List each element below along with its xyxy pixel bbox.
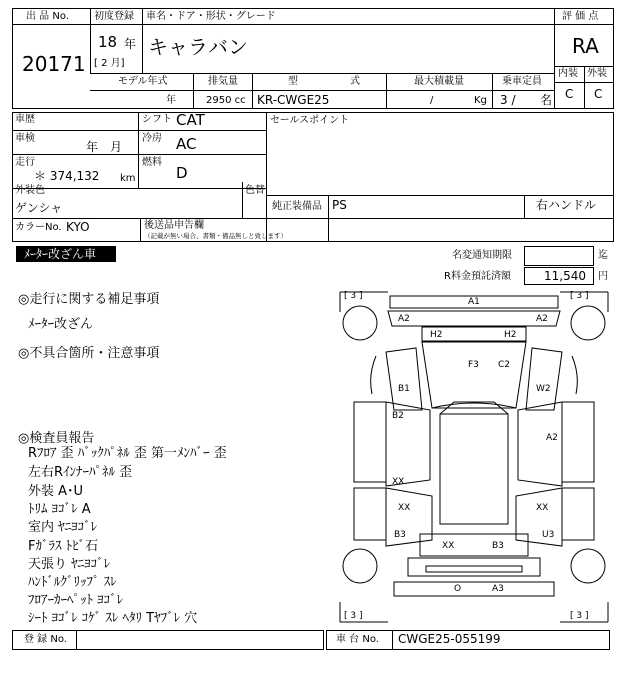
inspector-line: 天張り ﾔﾆﾖｺﾞﾚ xyxy=(28,557,111,572)
corner-label: [ 3 ] xyxy=(344,291,363,301)
first-reg-year: 18 xyxy=(98,33,118,51)
declaration-note: （記載が無い場合、書類・備品無しと致します） xyxy=(144,232,287,240)
defects-title: ◎不具合箇所・注意事項 xyxy=(18,346,160,361)
interior-grade: C xyxy=(565,87,574,101)
options-value: PS xyxy=(332,198,347,212)
corner-label: [ 3 ] xyxy=(344,611,363,621)
damage-mark: XX xyxy=(392,477,405,487)
damage-mark: O xyxy=(454,584,462,594)
damage-mark: W2 xyxy=(536,384,551,394)
interior-label: 内装 xyxy=(558,68,578,79)
chassis-label: 車 台 No. xyxy=(336,634,379,645)
lot-label: 出 品 No. xyxy=(26,11,69,22)
grade-value: RA xyxy=(572,34,599,58)
first-reg-label: 初度登録 xyxy=(94,11,134,22)
inspector-line: ﾊﾝﾄﾞﾙｸﾞﾘｯﾌﾟ ｽﾚ xyxy=(28,575,117,590)
damage-mark: A2 xyxy=(398,314,410,324)
exterior-grade: C xyxy=(594,87,603,101)
inspector-line: Rﾌﾛｱ 歪 ﾊﾞｯｸﾊﾟﾈﾙ 歪 第一ﾒﾝﾊﾞｰ 歪 xyxy=(28,446,227,461)
damage-mark: C2 xyxy=(498,360,511,370)
recycle-value: 11,540 xyxy=(544,269,586,283)
inspector-line: 外装 A･U xyxy=(28,484,84,499)
recycle-label: R料金預託済額 xyxy=(444,271,511,282)
declaration-label: 後送品申告欄 xyxy=(144,220,204,231)
damage-mark: A2 xyxy=(546,433,558,443)
color-change-label: 色替 xyxy=(245,185,265,196)
name-change-unit: 迄 xyxy=(598,250,608,261)
ac-label: 冷房 xyxy=(142,133,162,144)
shift-value: CAT xyxy=(176,111,205,129)
name-change-label: 名変通知期限 xyxy=(452,250,512,261)
registration-label: 登 録 No. xyxy=(24,634,67,645)
sales-point-label: セールスポイント xyxy=(270,115,350,126)
color-no-value: KYO xyxy=(66,220,90,234)
steering-value: 右ハンドル xyxy=(536,198,597,212)
mileage-label: 走行 xyxy=(15,157,35,168)
damage-mark: F3 xyxy=(468,360,479,370)
mileage-unit: km xyxy=(120,173,136,184)
grade-label: 評 価 点 xyxy=(562,11,599,22)
type-label-2: 式 xyxy=(350,76,360,87)
fuel-label: 燃料 xyxy=(142,157,162,168)
inspector-line: ﾄﾘﾑ ﾖｺﾞﾚ A xyxy=(28,502,91,517)
inspector-title: ◎検査員報告 xyxy=(18,431,95,446)
damage-mark: H2 xyxy=(430,330,443,340)
damage-mark: B3 xyxy=(394,530,406,540)
damage-mark: A2 xyxy=(536,314,548,324)
max-load-slash: / xyxy=(430,95,434,106)
exterior-color-value: ゲンシャ xyxy=(15,201,63,215)
recycle-unit: 円 xyxy=(598,271,608,282)
inspector-line: ﾌﾛｱｰｶｰﾍﾟｯﾄ ﾖｺﾞﾚ xyxy=(28,593,124,608)
options-label: 純正装備品 xyxy=(272,201,322,212)
tamper-badge-text: ﾒｰﾀｰ改ざん車 xyxy=(24,247,97,261)
exterior-label: 外装 xyxy=(587,68,607,79)
details-frame xyxy=(12,112,614,242)
inspector-line: Fｶﾞﾗｽ ﾄﾋﾞ石 xyxy=(28,539,99,554)
ac-value: AC xyxy=(176,135,197,153)
first-reg-year-unit: 年 xyxy=(124,37,137,51)
corner-label: [ 3 ] xyxy=(570,291,589,301)
tamper-badge xyxy=(16,246,116,262)
shift-label: シフト xyxy=(142,114,172,125)
inspection-label: 車検 xyxy=(15,133,35,144)
lot-number: 20171 xyxy=(22,52,86,76)
inspector-line: 左右Rｲﾝﾅｰﾊﾟﾈﾙ 歪 xyxy=(28,465,133,480)
corner-label: [ 3 ] xyxy=(570,611,589,621)
vehicle-diagram xyxy=(338,290,610,624)
vehicle-diagram-svg xyxy=(338,290,610,624)
capacity-label: 乗車定員 xyxy=(502,76,542,87)
color-no-label: カラーNo. xyxy=(15,222,62,233)
inspection-value: 年 月 xyxy=(86,140,123,154)
damage-mark: H2 xyxy=(504,330,517,340)
damage-mark: B2 xyxy=(392,411,404,421)
displacement-label: 排気量 xyxy=(208,76,238,87)
damage-mark: XX xyxy=(398,503,411,513)
model-year-label: モデル年式 xyxy=(118,76,168,87)
damage-mark: U3 xyxy=(542,530,555,540)
damage-mark: B3 xyxy=(492,541,504,551)
type-value: KR-CWGE25 xyxy=(257,93,330,107)
supplement-title: ◎走行に関する補足事項 xyxy=(18,292,160,307)
type-label: 型 xyxy=(288,76,298,87)
capacity-value: 3 / xyxy=(500,93,516,107)
mileage-value: ＊ 374,132 xyxy=(34,169,100,183)
exterior-color-label: 外装色 xyxy=(15,185,45,196)
capacity-unit: 名 xyxy=(540,93,553,107)
name-change-box xyxy=(524,246,594,266)
model-name-label: 車名・ドア・形状・グレード xyxy=(146,11,276,22)
damage-mark: XX xyxy=(442,541,455,551)
damage-mark: A3 xyxy=(492,584,504,594)
first-reg-month: [ 2 月] xyxy=(94,58,125,69)
displacement-value: 2950 cc xyxy=(206,95,246,106)
history-label: 車歴 xyxy=(15,114,35,125)
damage-mark: XX xyxy=(536,503,549,513)
inspector-line: 室内 ﾔﾆﾖｺﾞﾚ xyxy=(28,520,98,535)
model-year-unit: 年 xyxy=(166,95,176,106)
damage-mark: A1 xyxy=(468,297,480,307)
damage-mark: B1 xyxy=(398,384,410,394)
inspector-line: ｼｰﾄ ﾖｺﾞﾚ ｺｹﾞ ｽﾚ ﾍﾀﾘ Tﾔﾌﾞﾚ 穴 xyxy=(28,611,198,626)
fuel-value: D xyxy=(176,164,188,182)
supplement-text: ﾒｰﾀｰ改ざん xyxy=(28,317,94,332)
model-name: キャラバン xyxy=(148,35,248,59)
chassis-value: CWGE25-055199 xyxy=(398,632,501,646)
max-load-label: 最大積載量 xyxy=(414,76,464,87)
max-load-unit: Kg xyxy=(474,95,487,106)
